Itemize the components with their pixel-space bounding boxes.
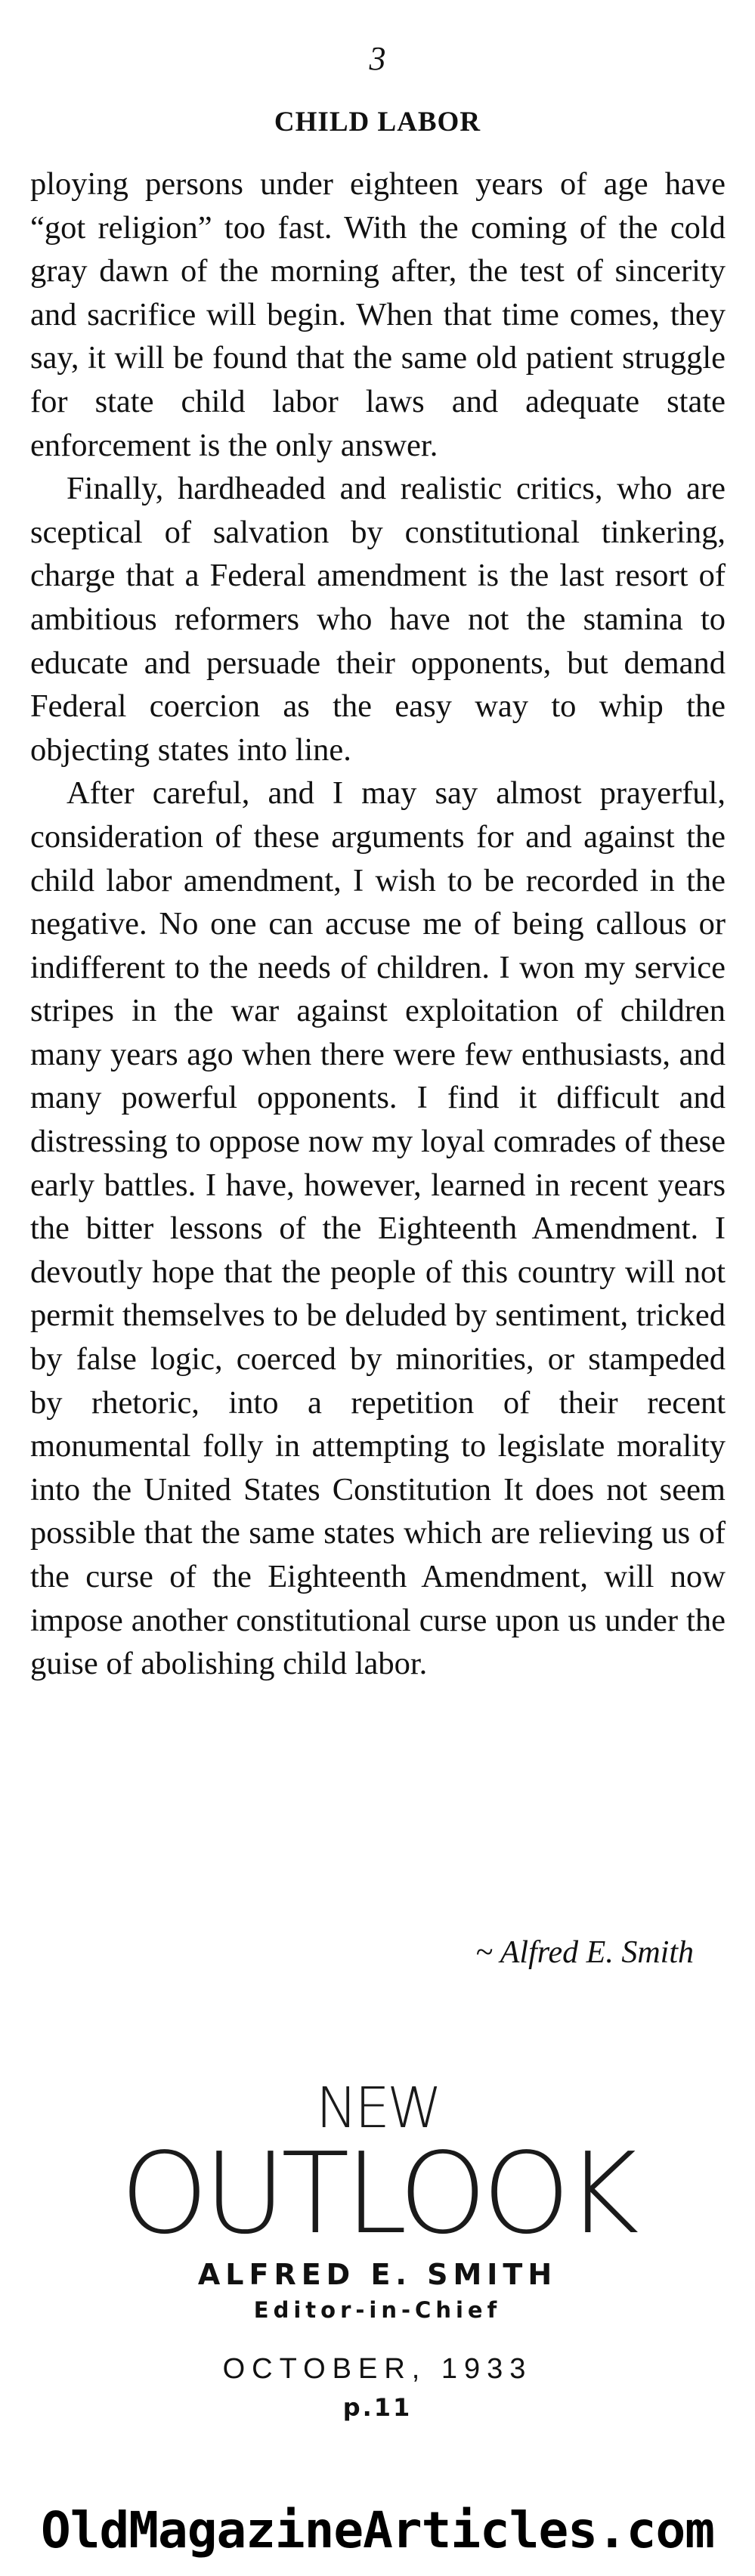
issue-date: OCTOBER, 1933 [222, 2353, 533, 2385]
issue-page: p.11 [342, 2393, 413, 2422]
site-watermark: OldMagazineArticles.com [41, 2501, 714, 2559]
article-paragraph: After careful, and I may say almost prayerful, consideration of these arguments for and against the child labor amendment, I wish to be recorded in the negative. No one can accuse me of being callous or indifferent to the needs of children. I won my service stripes in the war against exploitation of children many years ago when there were few enthusiasts, and many powerful opponents. I find it difficult and distressing to oppose now my loyal comrades of these early battles. I have, however, learned in recent years the bitter lessons of the Eighteenth Amendment. I devoutly hope that the people of this country will not permit themselves to be deluded by sentiment, tricked by false logic, coerced by minorities, or stampeded by rhetoric, into a repetition of their recent monumental folly in attempting to legislate morality into the United States Constitution It does not seem possible that the same states which are relieving us of the curse of the Eighteenth Amendment, will now impose another constitutional curse upon us under the guise of abolishing child labor. [30, 775, 726, 1682]
section-title: CHILD LABOR [274, 107, 481, 138]
masthead-editor-name: ALFRED E. SMITH [197, 2258, 558, 2291]
masthead-outlook-logo: OUTLOOK [120, 2129, 635, 2259]
page-number: 3 [369, 40, 386, 77]
magazine-masthead [0, 2078, 755, 2422]
article-body [30, 162, 726, 1686]
author-signature: ~ Alfred E. Smith [475, 1935, 694, 1970]
masthead-editor-role: Editor-in-Chief [253, 2297, 502, 2323]
masthead-new: NEW [315, 2076, 440, 2141]
article-paragraph: ploying persons under eighteen years of age have “got religion” too fast. With the coming of the cold gray dawn of the morning after, the test of sincerity and sacrifice will begin. When that time comes, they say, it will be found that the same old patient struggle for state child labor laws and adequate state enforcement is the only answer. [30, 166, 726, 463]
article-paragraph: Finally, hardheaded and realistic critics, who are sceptical of salvation by constitutional tinkering, charge that a Federal amendment is the last resort of ambitious reformers who have not the stamina to educate and persuade their opponents, but demand Federal coercion as the easy way to whip the objecting states into line. [30, 471, 726, 768]
